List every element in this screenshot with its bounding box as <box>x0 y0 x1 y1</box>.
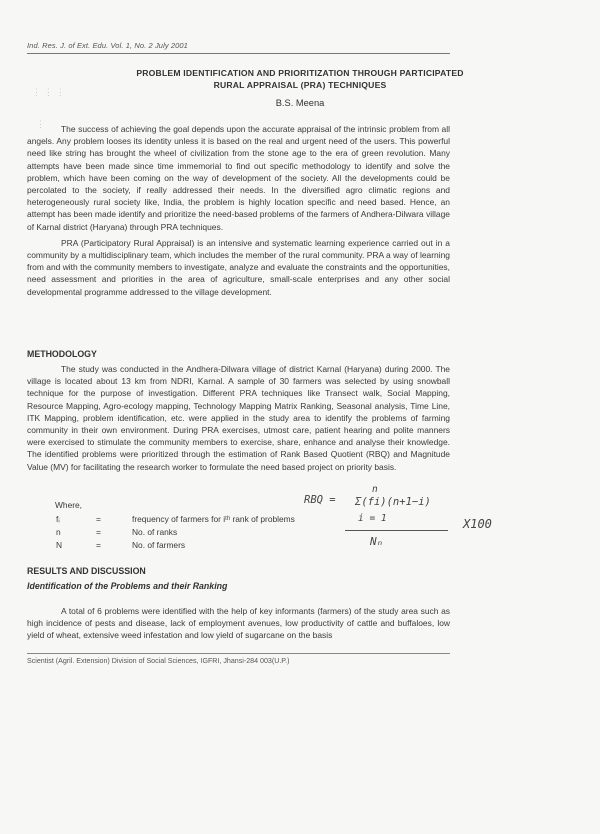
definition-description: frequency of farmers for iᵗʰ rank of problems <box>132 514 295 524</box>
results-paragraph: A total of 6 problems were identified with the help of key informants (farmers) of the study area such as high incidence of pests and disease, lack of employment avenues, low productivity of cattle and buffaloes, low yield of wheat, extensive weed infestation and low yield of sugarcane on the basis <box>27 606 450 641</box>
results-heading: RESULTS AND DISCUSSION <box>27 566 146 576</box>
paper-title-line-1: PROBLEM IDENTIFICATION AND PRIORITIZATION THROUGH PARTICIPATED <box>136 68 464 78</box>
definition-symbol: fᵢ <box>56 514 60 524</box>
results-section <box>27 605 450 642</box>
methodology-paragraph: The study was conducted in the Andhera-Dilwara village of district Karnal (Haryana) during 2000. The village is located about 13 km from NDRI, Karnal. A sample of 30 farmers was selected by using snowball technique for the purpose of investigation. Different PRA techniques like Transect walk, Social Mapping, Resource Mapping, Agro-ecology mapping, Technology Mapping Matrix Ranking, Seasonal analysis, Time Line, ITK Mapping, problem identification, etc. were applied in the study area to identify the problems of farming community in their own environment. During PRA exercises, utmost care, patient hearing and polite manners were exercised to stimulate the community members to exercise, share, enhance and analyse their knowledge. The identified problems were prioritized through the estimation of Rank Based Quotient (RBQ) and Magnitude Value (MV) for facilitating the research worker to formulate the need based project on priority basis. <box>27 364 450 472</box>
formula-fraction-bar <box>345 530 448 531</box>
header-rule <box>27 53 450 54</box>
where-label: Where, <box>55 500 82 510</box>
definition-equals: = <box>96 540 101 550</box>
definition-equals: = <box>96 514 101 524</box>
paper-title-line-2: RURAL APPRAISAL (PRA) TECHNIQUES <box>213 80 387 90</box>
bleed-through-mark: ⋮ ⋮ ⋮ <box>32 88 65 98</box>
formula-denominator: Nₙ <box>370 535 384 548</box>
methodology-heading: METHODOLOGY <box>27 349 97 359</box>
journal-reference: Ind. Res. J. of Ext. Edu. Vol. 1, No. 2 July 2001 <box>27 41 188 50</box>
footnote-rule <box>27 653 450 654</box>
definition-equals: = <box>96 527 101 537</box>
definition-symbol: n <box>56 527 61 537</box>
methodology-section <box>27 363 450 473</box>
formula-upper-limit: n <box>372 484 378 495</box>
formula-numerator: Σ(fi)(n+1−i) <box>355 496 431 508</box>
formula-lower-limit: i = 1 <box>358 513 387 524</box>
formula-multiplier: X100 <box>463 517 492 531</box>
definition-description: No. of ranks <box>132 527 178 537</box>
formula-lhs: RBQ = <box>304 494 336 506</box>
results-subheading: Identification of the Problems and their Ranking <box>27 581 228 591</box>
intro-paragraph-2: PRA (Participatory Rural Appraisal) is an intensive and systematic learning experience carried out in a community by a multidisciplinary team, which includes the member of the rural community. PRA a way of learning from and with the community members to investigate, analyze and evaluate the constraints and the opportunities, need assessment and priorities in the area of agriculture, small-scale enterprises and any other social developmental programme addressed to the village development. <box>27 237 450 297</box>
author-name: B.S. Meena <box>275 98 325 108</box>
definition-symbol: N <box>56 540 63 550</box>
definition-description: No. of farmers <box>132 540 186 550</box>
introduction-section <box>27 123 450 298</box>
intro-paragraph-1: The success of achieving the goal depends upon the accurate appraisal of the intrinsic problem from all angels. Any problem looses its identity unless it is based on the real and urgent need of the users. This powerful need like string has brought the wheel of civilization from the stone age to the era of green revolution. Many attempts have been made since time immemorial to find out specific methodology to identify and solve the problem, which have been coming on the way of development of the society. All the developments could be percolated to the society, if really addressed their needs. In the diversified agro climatic regions and heterogeneously rural society like, India, the problem is highly location specific and need based. Hence, an attempt has been made identify and prioritize the need-based problems of the farmers of Andhera-Dilwara village of Karnal district (Haryana) through PRA techniques. <box>27 124 450 232</box>
author-affiliation-footnote: Scientist (Agril. Extension) Division of Social Sciences, IGFRI, Jhansi-284 003(U.P.) <box>27 657 290 665</box>
bleed-through-mark: ⋮ <box>36 120 45 130</box>
